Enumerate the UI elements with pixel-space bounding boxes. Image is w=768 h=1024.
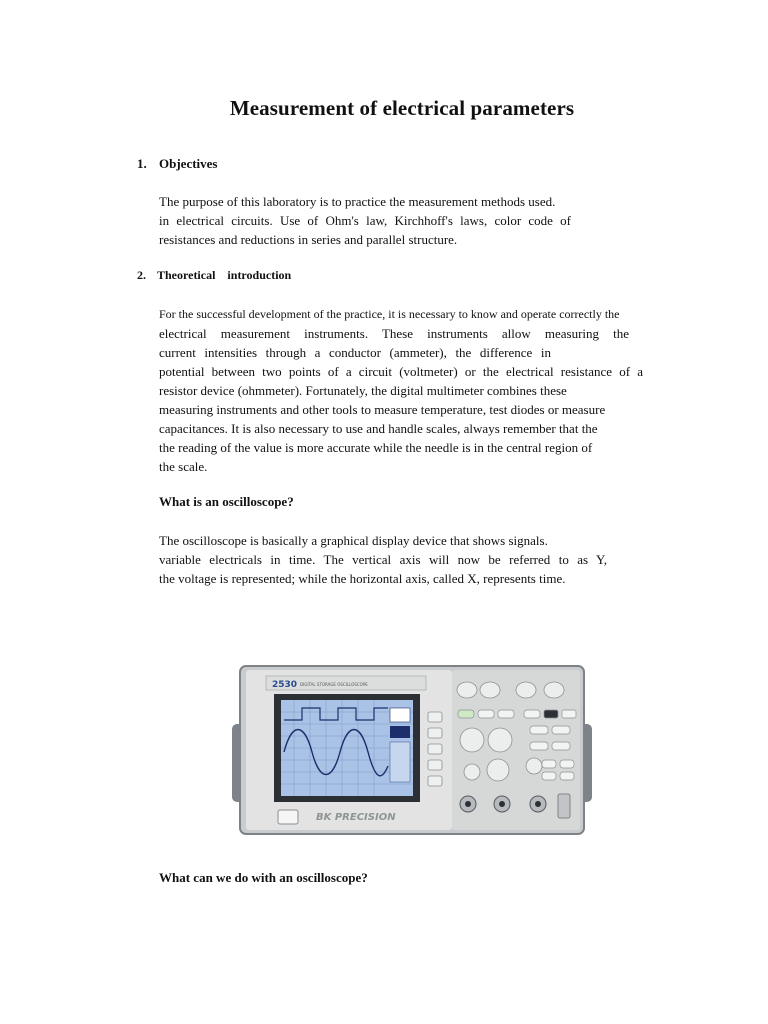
model-label: 2530: [272, 680, 298, 690]
section-heading-theoretical-introduction: [137, 268, 291, 283]
paragraph-line: resistor device (ohmmeter). Fortunately, the digital multimeter combines these: [159, 383, 567, 398]
section-number: 2.: [137, 268, 146, 282]
paragraph-line: the voltage is represented; while the horizontal axis, called X, represents time.: [159, 571, 566, 586]
closing-heading: What can we do with an oscilloscope?: [159, 870, 368, 885]
paragraph-line: The oscilloscope is basically a graphical display device that shows signals.: [159, 533, 548, 548]
paragraph-line: in electrical circuits. Use of Ohm's law, Kirchhoff's laws, color code of: [159, 213, 571, 228]
oscilloscope-paragraph: [159, 531, 607, 588]
section-title: Objectives: [159, 156, 218, 171]
objectives-paragraph: [159, 192, 571, 249]
paragraph-line: For the successful development of the practice, it is necessary to know and operate correctly the: [159, 307, 620, 321]
paragraph-line: the reading of the value is more accurate while the needle is in the central region of: [159, 440, 593, 455]
paragraph-line: electrical measurement instruments. These instruments allow measuring the: [159, 326, 629, 341]
paragraph-line: The purpose of this laboratory is to practice the measurement methods used.: [159, 194, 556, 209]
oscilloscope-image: [232, 662, 592, 840]
page-title: Measurement of electrical parameters: [229, 96, 575, 120]
paragraph-line: the scale.: [159, 459, 208, 474]
oscilloscope-heading: What is an oscilloscope?: [159, 494, 294, 509]
section-heading-objectives: [137, 156, 217, 172]
brand-label: BK PRECISION: [316, 812, 396, 823]
paragraph-line: measuring instruments and other tools to measure temperature, test diodes or measure: [159, 402, 606, 417]
paragraph-line: resistances and reductions in series and parallel structure.: [159, 232, 458, 247]
paragraph-line: capacitances. It is also necessary to use and handle scales, always remember that the: [159, 421, 598, 436]
section-number: 1.: [137, 156, 147, 171]
paragraph-line: current intensities through a conductor (ammeter), the difference in: [159, 345, 551, 360]
paragraph-line: potential between two points of a circuit (voltmeter) or the electrical resistance of a: [159, 364, 643, 379]
subtitle-label: DIGITAL STORAGE OSCILLOSCOPE: [300, 682, 368, 687]
paragraph-line: variable electricals in time. The vertical axis will now be referred to as Y,: [159, 552, 607, 567]
oscilloscope-illustration: [232, 662, 592, 840]
section-title: Theoretical introduction: [157, 268, 292, 282]
theoretical-introduction-paragraph: [159, 305, 643, 476]
